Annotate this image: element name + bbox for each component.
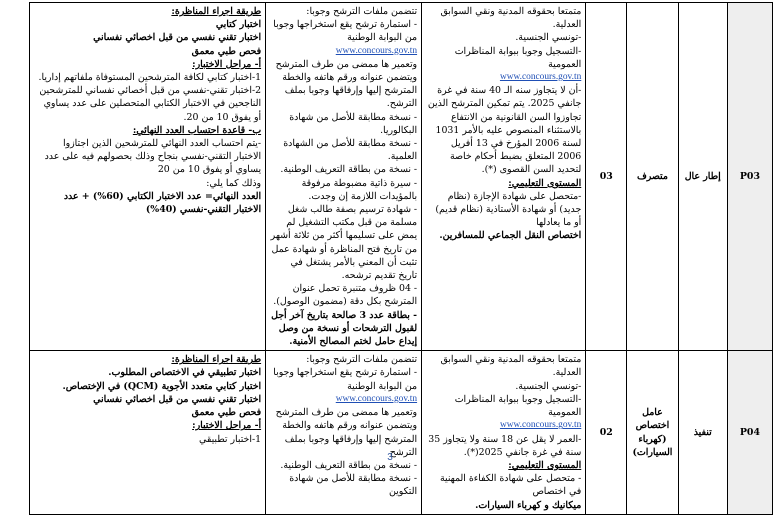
portal-link[interactable]: www.concours.gov.tn bbox=[335, 393, 418, 404]
position-rank: تنفيذ bbox=[678, 351, 727, 514]
table-row bbox=[30, 351, 773, 514]
position-code: P04 bbox=[727, 351, 772, 514]
position-specialty: متصرف bbox=[627, 3, 678, 351]
conditions-cell: متمتعا بحقوقه المدنية ونقي السوابق العدلية. -تونسي الجنسية. -التسجيل وجوبا ببوابة المناظرات العمومية www.concours.gov.tn -أن لا يتجاوز سنه الـ 40 سنة في غرة جانفي 2025. يتم تمكين المترشح الذين تجاوزوا السن القانونية من الانتفاع بالاستثناء المنصوص عليه بالأمر 1031 لسنة 2006 المؤرخ في 13 أفريل 2006 المتعلق بضبط أحكام خاصة لتحديد السن القصوى (*). المستوى التعليمي: -متحصل على شهادة الإجازة (نظام جديد) أو شهادة الأستاذية (نظام قديم) أو ما يعادلها اختصاص النقل الجماعي للمسافرين. bbox=[422, 3, 586, 351]
exam-method-cell: طريقة اجراء المناظرة: اختبار كتابي اختبار تقني نفسي من قبل اخصائي نفساني فحص طبي معمق أ- مراحل الاختبار: 1-اختبار كتابي لكافة المترشحين المستوفاة ملفاتهم إداريا. 2-اختبار تقني-نفسي من قبل أخصائي نفساني للمترشحين الناجحين في الاختبار الكتابي المتحصلين على عدد يساوي أو يفوق 10 من 20. ب- قاعدة احتساب العدد النهائي: -يتم احتساب العدد النهائي للمترشحين الذين اجتازوا الاختبار التقني-نفسي بنجاح وذلك بحصولهم فيه على عدد يساوي أو يفوق 10 من 20 وذلك كما يلي: العدد النهائي= عدد الاختبار الكتابي (60%) + عدد الاختبار التقني-نفسي (40%) bbox=[30, 3, 266, 351]
conditions-cell: متمتعا بحقوقه المدنية ونقي السوابق العدلية. -تونسي الجنسية. -التسجيل وجوبا ببوابة المناظرات العمومية www.concours.gov.tn -العمر لا يقل عن 18 سنة ولا يتجاوز 35 سنة في غرة جانفي 2025(*). المستوى التعليمي: - متحصل على شهادة الكفاءة المهنية في اختصاص ميكانيك و كهرباء السيارات. bbox=[422, 351, 586, 514]
position-rank: إطار عال bbox=[678, 3, 727, 351]
position-count: 02 bbox=[586, 351, 627, 514]
page-number: 3 bbox=[387, 452, 393, 463]
position-specialty: عامل اختصاص (كهرباء السيارات) bbox=[627, 351, 678, 514]
table-row bbox=[30, 3, 773, 351]
file-requirements-cell: تتضمن ملفات الترشح وجوبا: - استمارة ترشح يقع استخراجها وجوبا من البوابة الوطنية www.concours.gov.tn وتعمير ها ممضى من طرف المترشح ويتضمن عنوانه ورقم هاتفه والخطة المترشح إليها وإرفاقها وجوبا بملف الترشح. - نسخة مطابقة للأصل من شهادة البكالوريا. - نسخة مطابقة للأصل من الشهادة العلمية. - نسخة من بطاقة التعريف الوطنية. - سيرة ذاتية مضبوطة مرفوقة بالمؤيدات اللازمة إن وجدت. - شهادة ترسيم بصفة طالب شغل مسلمة من قبل مكتب التشغيل لم يمض على تسليمها أكثر من ثلاثة أشهر من تاريخ فتح المناظرة أو شهادة عمل تثبت أن المعني بالأمر يشتغل في تاريخ تقديم ترشحه. - 04 ظروف متنبرة تحمل عنوان المترشح بكل دقة (مضمون الوصول). - بطاقة عدد 3 صالحة بتاريخ آخر أجل لقبول الترشحات أو نسخة من وصل إيداع حامل لختم المصالح الأمنية. bbox=[266, 3, 422, 351]
exam-method-cell: طريقة اجراء المناظرة: اختبار تطبيقي في الاختصاص المطلوب. اختبار كتابي متعدد الأجوبة (QCM) في الإختصاص. اختبار تقني نفسي من قبل اخصائي نفساني فحص طبي معمق أ- مراحل الاختبار: 1-اختبار تطبيقي bbox=[30, 351, 266, 514]
portal-link[interactable]: www.concours.gov.tn bbox=[499, 72, 582, 83]
portal-link[interactable]: www.concours.gov.tn bbox=[499, 420, 582, 431]
file-requirements-cell: تتضمن ملفات الترشح وجوبا: - استمارة ترشح يقع استخراجها وجوبا من البوابة الوطنية www.concours.gov.tn وتعمير ها ممضى من طرف المترشح ويتضمن عنوانه ورقم هاتفه والخطة المترشح إليها وإرفاقها وجوبا بملف الترشح - نسخة من بطاقة التعريف الوطنية. - نسخة مطابقة للأصل من شهادة التكوين bbox=[266, 351, 422, 514]
position-count: 03 bbox=[586, 3, 627, 351]
recruitment-table bbox=[29, 2, 773, 515]
position-code: P03 bbox=[727, 3, 772, 351]
score-formula: العدد النهائي= عدد الاختبار الكتابي (60%) + عدد الاختبار التقني-نفسي (40%) bbox=[63, 190, 262, 216]
portal-link[interactable]: www.concours.gov.tn bbox=[335, 45, 418, 56]
